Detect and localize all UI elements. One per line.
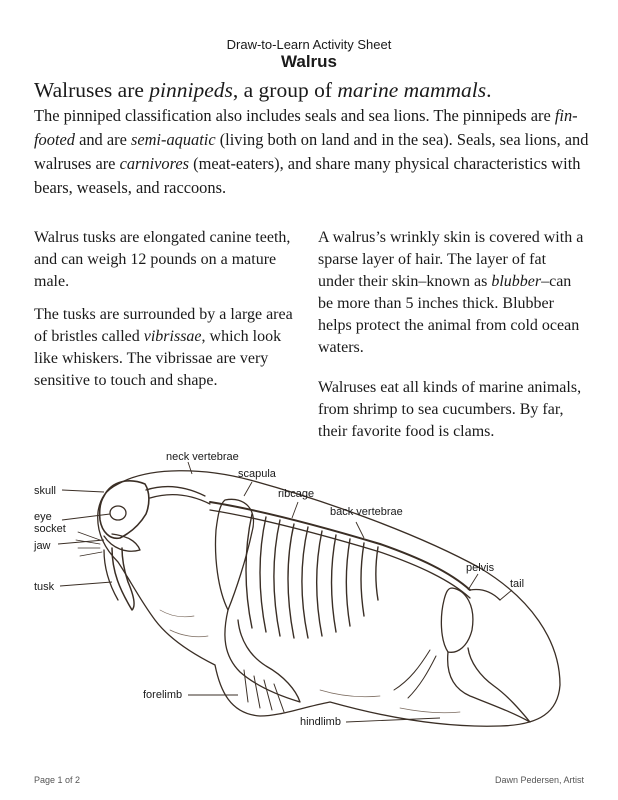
label-skull: skull xyxy=(34,485,57,497)
lead-text: Walruses are xyxy=(34,78,150,102)
term-semi-aquatic: semi-aquatic xyxy=(130,130,216,149)
tusk-shape xyxy=(112,548,134,610)
page-number: Page 1 of 2 xyxy=(34,775,81,785)
walrus-skeleton-illustration xyxy=(0,440,618,740)
label-neck-vertebrae: neck vertebrae xyxy=(166,451,239,463)
term-fin-footed: fin-footed xyxy=(34,106,578,149)
page-title: Walrus xyxy=(280,52,338,71)
label-eye: eye xyxy=(34,511,52,523)
forelimb-shape xyxy=(225,610,300,702)
label-socket: socket xyxy=(34,523,66,535)
term-carnivores: carnivores xyxy=(119,154,190,173)
lead-text: . xyxy=(486,78,492,102)
label-ribcage: ribcage xyxy=(278,488,315,500)
intro-text: and are xyxy=(74,130,131,149)
lead-text: , a group of xyxy=(232,78,338,102)
label-pelvis: pelvis xyxy=(466,562,495,574)
label-scapula: scapula xyxy=(238,468,276,480)
scapula-shape xyxy=(216,499,254,610)
lead-sentence xyxy=(34,76,594,104)
term-vibrissae: vibrissae xyxy=(143,328,202,345)
paragraph-text: A walrus’s wrinkly skin is covered with a sparse layer of hair. The layer of fat under their skin–known as xyxy=(318,229,584,290)
intro-text: The pinniped classification also includes seals and sea lions. The pinnipeds are xyxy=(34,106,555,125)
pelvis-shape xyxy=(441,588,473,652)
label-tusk: tusk xyxy=(34,581,55,593)
sheet-subtitle: Draw-to-Learn Activity Sheet xyxy=(226,37,392,52)
label-forelimb: forelimb xyxy=(143,689,183,701)
neck-vertebrae-shape xyxy=(146,487,210,504)
intro-text: (living both on land and in the sea). Seals, sea lions, and walruses are xyxy=(34,130,589,173)
eye-socket-shape xyxy=(110,506,126,520)
body-outline xyxy=(98,471,560,726)
label-back-vertebrae: back vertebrae xyxy=(330,506,403,518)
tusks-paragraph: Walrus tusks are elongated canine teeth, and can weigh 12 pounds on a mature male. xyxy=(34,229,291,290)
tail-shape xyxy=(470,589,500,600)
paragraph-text: –can be more than 5 inches thick. Blubber helps protect the animal from cold ocean waters. xyxy=(318,273,580,356)
term-pinnipeds: pinnipeds xyxy=(149,78,233,102)
paragraph-text: , which look like whiskers. The vibrissae are very sensitive to touch and shape. xyxy=(34,328,282,389)
intro-text: (meat-eaters), and share many physical characteristics with bears, weasels, and raccoons. xyxy=(34,154,581,197)
vibrissae-paragraph xyxy=(34,304,302,392)
label-jaw: jaw xyxy=(34,540,51,552)
skin-paragraph xyxy=(318,227,586,359)
hindlimb-shape xyxy=(448,648,530,722)
paragraph-text: The tusks are surrounded by a large area of bristles called xyxy=(34,306,293,345)
term-marine-mammals: marine mammals xyxy=(337,78,487,102)
label-tail: tail xyxy=(510,578,525,590)
diet-paragraph: Walruses eat all kinds of marine animals, from shrimp to sea cucumbers. By far, their favorite food is clams. xyxy=(318,379,582,440)
term-blubber: blubber xyxy=(491,273,542,290)
artist-credit: Dawn Pedersen, Artist xyxy=(494,775,584,785)
label-hindlimb: hindlimb xyxy=(300,716,341,728)
intro-paragraph xyxy=(34,104,600,200)
